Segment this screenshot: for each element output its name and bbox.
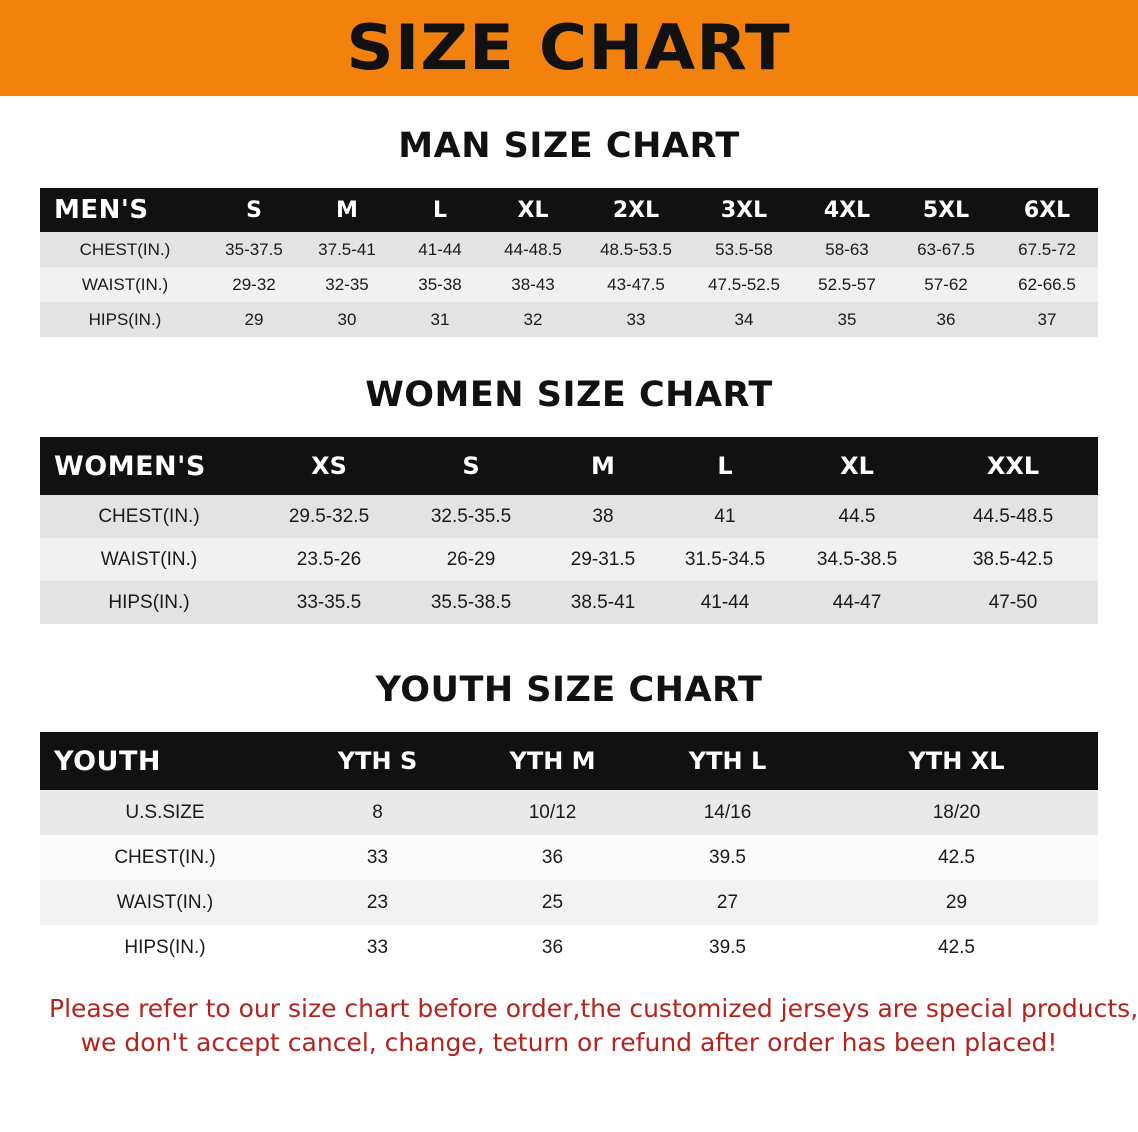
youth-cell: 33: [290, 925, 465, 970]
table-row: [40, 790, 1098, 835]
table-row: [40, 495, 1098, 538]
man-cell: 31: [396, 302, 484, 337]
man-cell: 36: [896, 302, 996, 337]
man-cell: 58-63: [798, 232, 896, 267]
man-cell: 47.5-52.5: [690, 267, 798, 302]
youth-cell: 33: [290, 835, 465, 880]
youth-cell: 42.5: [815, 925, 1098, 970]
table-row: [40, 581, 1098, 624]
women-header-cell: S: [400, 437, 542, 495]
youth-cell: 42.5: [815, 835, 1098, 880]
women-cell: 31.5-34.5: [664, 538, 786, 581]
women-cell: 44.5: [786, 495, 928, 538]
man-size-table: [40, 188, 1098, 337]
women-header-cell: XS: [258, 437, 400, 495]
youth-row-label: WAIST(IN.): [40, 880, 290, 925]
man-table-header-row: [40, 188, 1098, 232]
man-header-cell: L: [396, 188, 484, 232]
man-cell: 35-38: [396, 267, 484, 302]
women-cell: 26-29: [400, 538, 542, 581]
youth-cell: 18/20: [815, 790, 1098, 835]
youth-cell: 25: [465, 880, 640, 925]
table-row: [40, 267, 1098, 302]
man-cell: 35-37.5: [210, 232, 298, 267]
man-cell: 35: [798, 302, 896, 337]
man-cell: 32: [484, 302, 582, 337]
youth-header-cell: YTH L: [640, 732, 815, 790]
youth-cell: 36: [465, 835, 640, 880]
table-row: [40, 232, 1098, 267]
women-table-wrap: [0, 415, 1138, 624]
youth-cell: 27: [640, 880, 815, 925]
women-header-cell: XXL: [928, 437, 1098, 495]
youth-header-cell: YOUTH: [40, 732, 290, 790]
man-cell: 37: [996, 302, 1098, 337]
women-row-label: HIPS(IN.): [40, 581, 258, 624]
youth-header-cell: YTH XL: [815, 732, 1098, 790]
man-header-cell: MEN'S: [40, 188, 210, 232]
youth-cell: 39.5: [640, 925, 815, 970]
disclaimer-line-2: we don't accept cancel, change, teturn or refund after order has been placed!: [80, 1027, 1058, 1057]
man-cell: 38-43: [484, 267, 582, 302]
man-cell: 52.5-57: [798, 267, 896, 302]
youth-row-label: CHEST(IN.): [40, 835, 290, 880]
man-row-label: HIPS(IN.): [40, 302, 210, 337]
youth-header-cell: YTH S: [290, 732, 465, 790]
man-header-cell: 6XL: [996, 188, 1098, 232]
women-cell: 34.5-38.5: [786, 538, 928, 581]
man-table-wrap: [0, 166, 1138, 337]
youth-header-cell: YTH M: [465, 732, 640, 790]
women-cell: 33-35.5: [258, 581, 400, 624]
man-cell: 53.5-58: [690, 232, 798, 267]
man-cell: 30: [298, 302, 396, 337]
header-banner: [0, 0, 1138, 96]
table-row: [40, 925, 1098, 970]
man-header-cell: 4XL: [798, 188, 896, 232]
women-header-cell: L: [664, 437, 786, 495]
man-cell: 43-47.5: [582, 267, 690, 302]
youth-cell: 10/12: [465, 790, 640, 835]
women-cell: 29.5-32.5: [258, 495, 400, 538]
women-cell: 38: [542, 495, 664, 538]
women-cell: 38.5-42.5: [928, 538, 1098, 581]
youth-cell: 14/16: [640, 790, 815, 835]
women-row-label: CHEST(IN.): [40, 495, 258, 538]
youth-table-header-row: [40, 732, 1098, 790]
man-cell: 44-48.5: [484, 232, 582, 267]
man-cell: 63-67.5: [896, 232, 996, 267]
man-cell: 57-62: [896, 267, 996, 302]
disclaimer-line-1: Please refer to our size chart before order,the customized jerseys are special products,: [49, 994, 1138, 1023]
man-cell: 32-35: [298, 267, 396, 302]
youth-cell: 36: [465, 925, 640, 970]
youth-table-wrap: [0, 710, 1138, 970]
man-header-cell: 2XL: [582, 188, 690, 232]
women-cell: 41: [664, 495, 786, 538]
youth-cell: 8: [290, 790, 465, 835]
table-row: [40, 835, 1098, 880]
table-row: [40, 302, 1098, 337]
women-size-table: [40, 437, 1098, 624]
man-section-title: MAN SIZE CHART: [398, 126, 740, 166]
women-row-label: WAIST(IN.): [40, 538, 258, 581]
man-header-cell: 3XL: [690, 188, 798, 232]
man-header-cell: S: [210, 188, 298, 232]
man-cell: 37.5-41: [298, 232, 396, 267]
women-header-cell: XL: [786, 437, 928, 495]
youth-row-label: HIPS(IN.): [40, 925, 290, 970]
youth-size-table: [40, 732, 1098, 970]
women-cell: 32.5-35.5: [400, 495, 542, 538]
women-cell: 44-47: [786, 581, 928, 624]
women-cell: 38.5-41: [542, 581, 664, 624]
man-cell: 29-32: [210, 267, 298, 302]
man-cell: 34: [690, 302, 798, 337]
women-section-title: WOMEN SIZE CHART: [365, 375, 773, 415]
man-cell: 67.5-72: [996, 232, 1098, 267]
women-cell: 23.5-26: [258, 538, 400, 581]
women-header-cell: WOMEN'S: [40, 437, 258, 495]
man-header-cell: M: [298, 188, 396, 232]
man-cell: 33: [582, 302, 690, 337]
women-cell: 29-31.5: [542, 538, 664, 581]
man-row-label: WAIST(IN.): [40, 267, 210, 302]
man-cell: 62-66.5: [996, 267, 1098, 302]
man-cell: 29: [210, 302, 298, 337]
youth-cell: 39.5: [640, 835, 815, 880]
youth-row-label: U.S.SIZE: [40, 790, 290, 835]
page-title: SIZE CHART: [346, 11, 792, 84]
disclaimer-note: [49, 992, 1138, 1060]
women-table-header-row: [40, 437, 1098, 495]
women-cell: 47-50: [928, 581, 1098, 624]
women-cell: 41-44: [664, 581, 786, 624]
table-row: [40, 538, 1098, 581]
women-cell: 35.5-38.5: [400, 581, 542, 624]
man-header-cell: 5XL: [896, 188, 996, 232]
man-cell: 41-44: [396, 232, 484, 267]
women-cell: 44.5-48.5: [928, 495, 1098, 538]
youth-cell: 23: [290, 880, 465, 925]
man-cell: 48.5-53.5: [582, 232, 690, 267]
women-header-cell: M: [542, 437, 664, 495]
table-row: [40, 880, 1098, 925]
youth-cell: 29: [815, 880, 1098, 925]
youth-section-title: YOUTH SIZE CHART: [375, 670, 763, 710]
man-header-cell: XL: [484, 188, 582, 232]
man-row-label: CHEST(IN.): [40, 232, 210, 267]
